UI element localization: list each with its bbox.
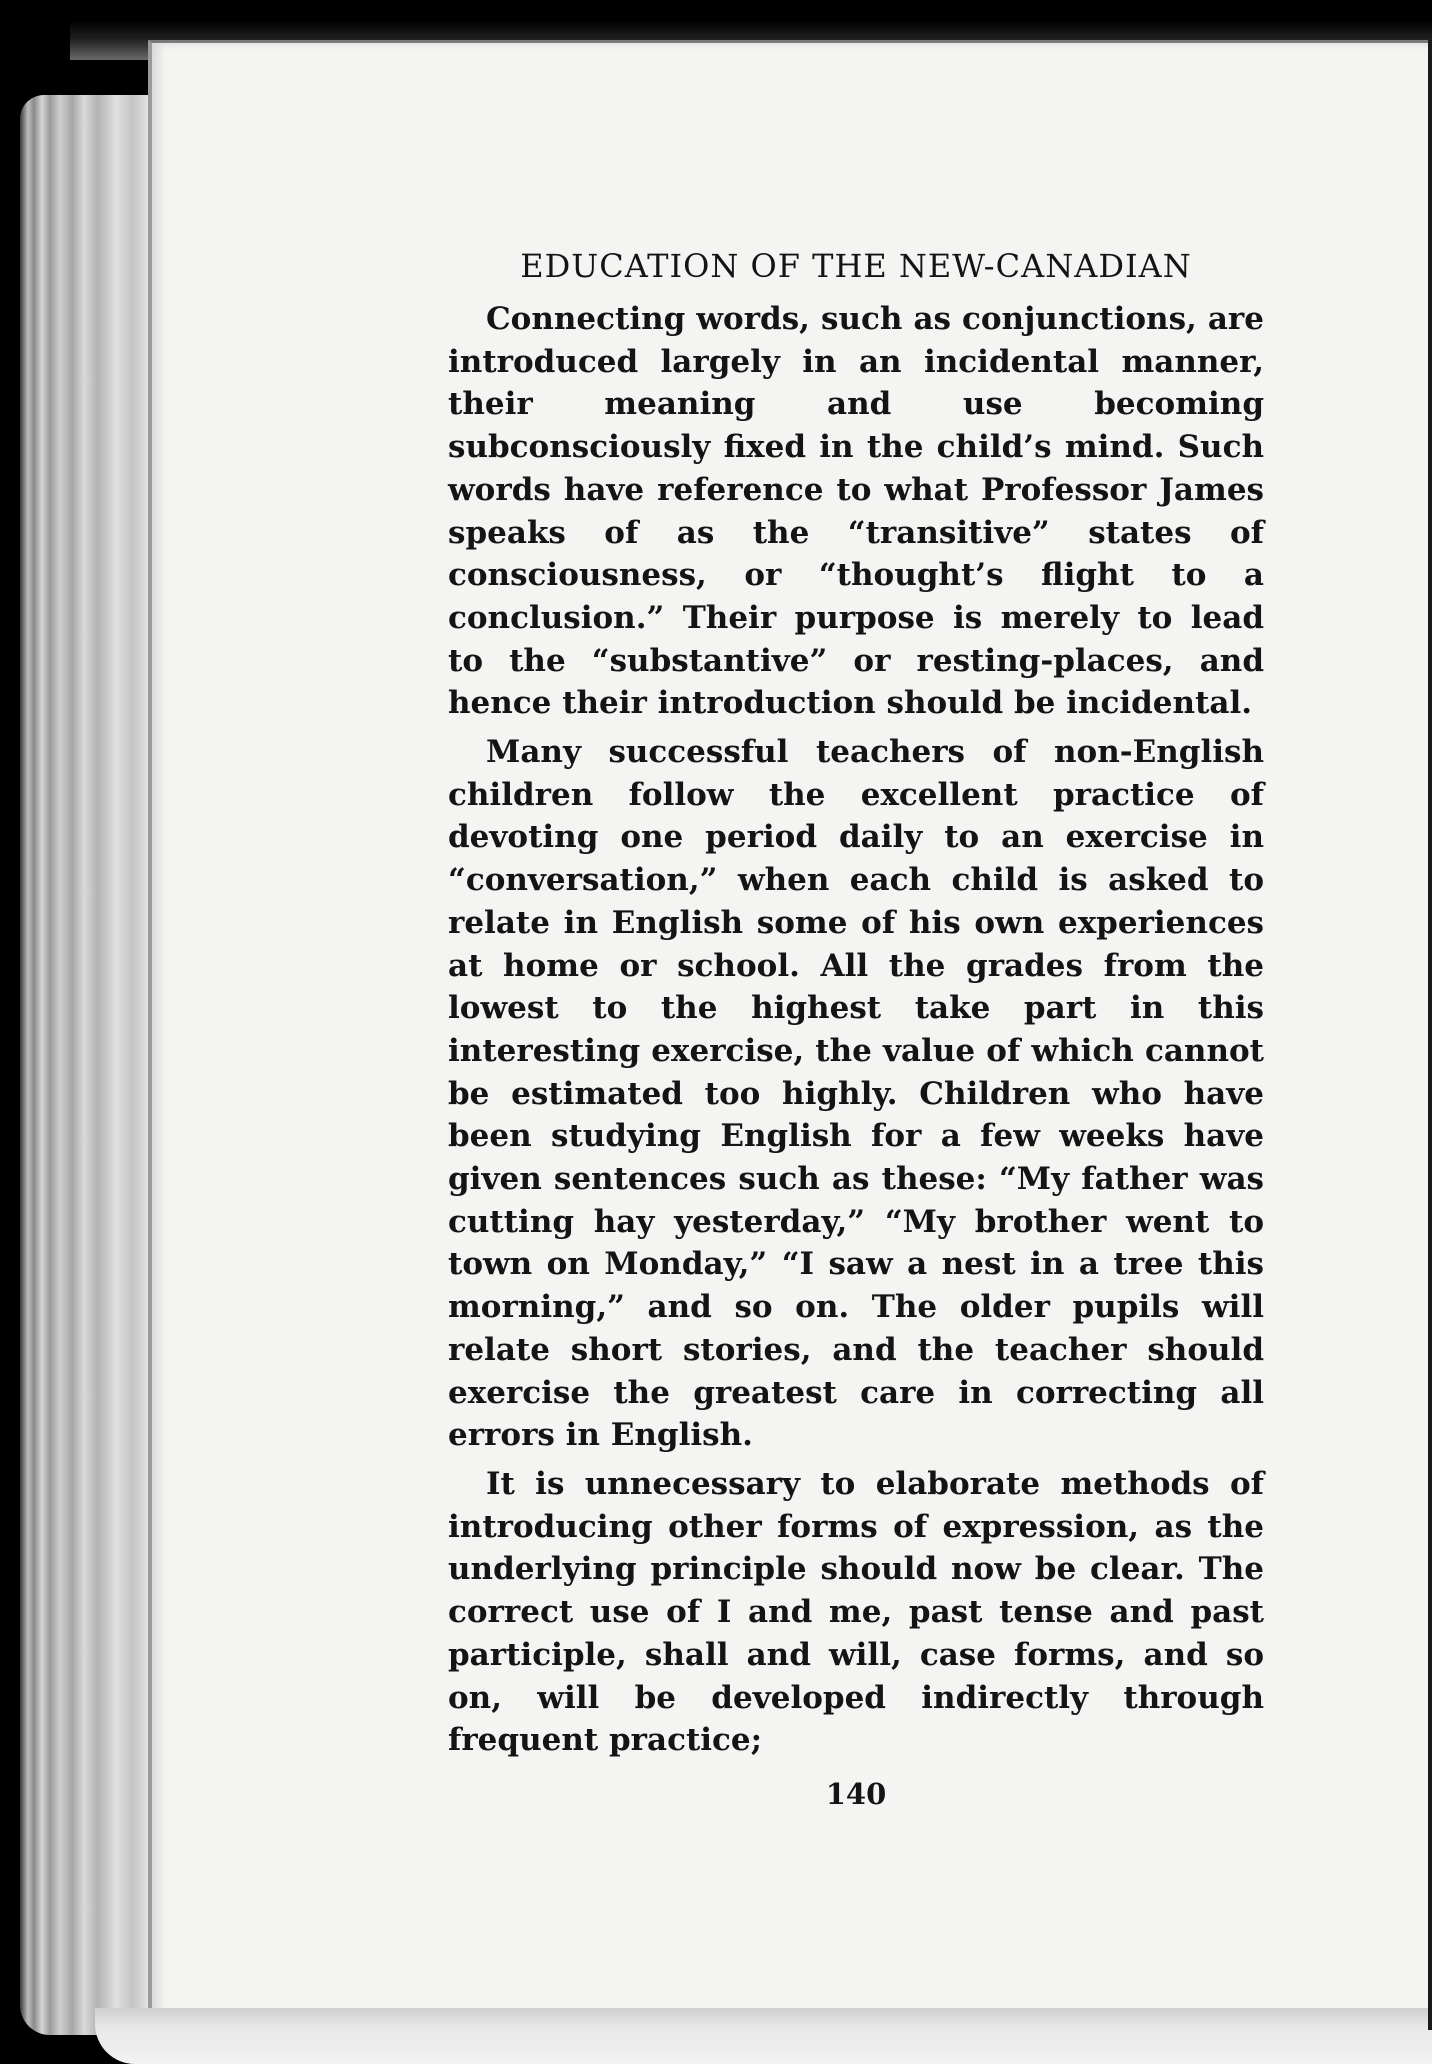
page-right-edge (1428, 40, 1432, 2030)
paragraph-connecting-words: Connecting words, such as conjunctions, are introduced largely in an incidental manner, their meaning and use becoming subconsciously fixed in the child’s mind. Such words have reference to what Professor James speaks of as the “transitive” states of consciousness, or “thought’s flight to a conclusion.” Their purpose is merely to lead to the “substantive” or resting-places, and hence their introduction should be incidental. (448, 301, 1264, 722)
text-block (448, 240, 1264, 1814)
paragraph-other-forms: It is unnecessary to elaborate methods of introducing other forms of expression, as the underlying principle should now be clear. The correct use of I and me, past tense and past participle, shall and will, case forms, and so on, will be developed indirectly through frequent practice; (448, 1465, 1264, 1759)
page-number: 140 (825, 1776, 887, 1811)
page-bottom-edge (95, 2008, 1432, 2064)
paragraph-conversation-exercise: Many successful teachers of non-English children follow the excellent practice of devoting one period daily to an exercise in “conversation,” when each child is asked to relate in English some of his own experiences at home or school. All the grades from the lowest to the highest take part in this interesting exercise, the value of which cannot be estimated too highly. Children who have been studying English for a few weeks have given sentences such as these: “My father was cutting hay yesterday,” “My brother went to town on Monday,” “I saw a nest in a tree this morning,” and so on. The older pupils will relate short stories, and the teacher should exercise the greatest care in correcting all errors in English. (448, 734, 1264, 1454)
running-head: EDUCATION OF THE NEW-CANADIAN (520, 247, 1192, 285)
